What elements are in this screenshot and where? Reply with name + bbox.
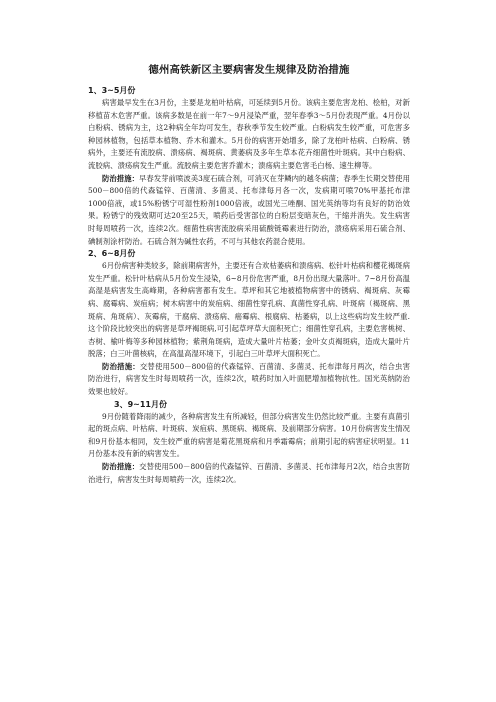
- measure-paragraph: [88, 361, 410, 399]
- section-heading: 3、9~11月份: [114, 399, 167, 409]
- measure-label: 防治措施：: [102, 361, 140, 371]
- section-3: [88, 399, 410, 487]
- measure-text: 交替使用500－800倍的代森锰锌、百菌清、多菌灵、托布津每月2次，结合虫害防治进行，病害发生时每周喷药一次，连续2次。: [88, 462, 410, 484]
- section-2: [88, 248, 410, 399]
- measure-label: 防治措施：: [102, 462, 140, 472]
- measure-text: 交替使用500－800倍的代森锰锌、百菌清、多菌灵、托布津每月两次，结合虫害防治进行，病害发生时每周喷药一次，连续2次，喷药时加入叶面肥增加植物抗性。国光英纳防治效果也较好。: [88, 361, 410, 397]
- section-1: [88, 85, 410, 248]
- measure-label: 防治措施：: [102, 173, 139, 183]
- measure-text: 早春发芽前喷波美3度石硫合剂，可消灭在芽鳞内的越冬病菌；春季生长期交替使用500－800倍的代森锰锌、百菌清、多菌灵、托布津每月各一次，发病期可喷70%甲基托布津1000倍液，或15%粉锈宁可湿性粉剂1000倍液，或国光三唑酮、国光英纳等均有良好的防治效果。粉锈宁的残效期可达20至25天，喷药后受害部位的白粉层变暗灰色，干缩并消失。发生病害时每周喷药一次，连续2次。细菌性病害流胶病采用硫酸链霉素进行防治，溃疡病采用石硫合剂、碘制剂涂杆防治。石硫合剂为碱性农药，不可与其他农药混合使用。: [88, 173, 410, 246]
- section-heading: 2、6~8月份: [88, 249, 136, 259]
- section-paragraph: 6月份病害种类较多，除前期病害外，主要还有合欢枯萎病和溃疡病、松针叶枯病和樱花褐斑病发生严重。松针叶枯病从5月份发生浸染，6~8月份危害严重，8月份出现大量落叶。7~8月份高温高湿是病害发生高峰期，各种病害都有发生。草坪和其它地被植物病害中的锈病、褐斑病、灰霉病、腐霉病、炭疽病；树木病害中的炭疽病、细菌性穿孔病、真菌性穿孔病、叶斑病（褐斑病、黑斑病、角斑病）、灰霉病，干腐病、溃疡病、癌霉病、根腐病、枯萎病，以上这些病均发生较严重.这个阶段比较突出的病害是草坪褐斑病,可引起草坪草大面积死亡；细菌性穿孔病，主要危害桃树、杏树、榆叶梅等多种园林植物；紫荆角斑病，造成大量叶片枯萎；金叶女贞褐斑病，造成大量叶片脱落；白三叶菌核病，在高温高湿环境下，引起白三叶草坪大面积死亡。: [88, 261, 410, 359]
- measure-paragraph: [88, 173, 410, 249]
- section-heading: 1、3~5月份: [88, 86, 136, 95]
- section-paragraph: 9月份随着降雨的减少，各种病害发生有所减轻，但部分病害发生仍然比较严重。主要有真菌引起的斑点病、叶枯病、叶斑病、炭疽病、黑斑病、褐斑病、及前期部分病害。10月份病害发生情况和9月份基本相同，发生较严重的病害是菊花黑斑病和月季霜霉病；前期引起的病害症状明显。11月份基本没有新的病害发生。: [88, 411, 410, 459]
- document-page: [88, 64, 410, 486]
- section-paragraph: 病害最早发生在3月份，主要是龙柏叶枯病，可延续到5月份。该病主要危害龙柏、桧柏，对新移植苗木危害严重。该病多数是在前一年7～9月浸染严重，翌年春季3～5月份表现严重。4月份以白粉病、锈病为主，这2种病全年均可发生，春秋季节发生较严重。白粉病发生较严重，可危害多种园林植物，包括草本植物、乔木和灌木。5月份的病害开始增多，除了龙柏叶枯病、白粉病、锈病外，主要还有流胶病、溃疡病、褐斑病、黄萎病及多年生草本花卉细菌性叶斑病。其中白粉病、流胶病、溃疡病发生严重。流胶病主要危害乔灌木；溃疡病主要危害毛白杨、速生柳等。: [88, 98, 410, 170]
- measure-paragraph: [88, 461, 410, 486]
- document-title: 德州高铁新区主要病害发生规律及防治措施: [148, 64, 350, 76]
